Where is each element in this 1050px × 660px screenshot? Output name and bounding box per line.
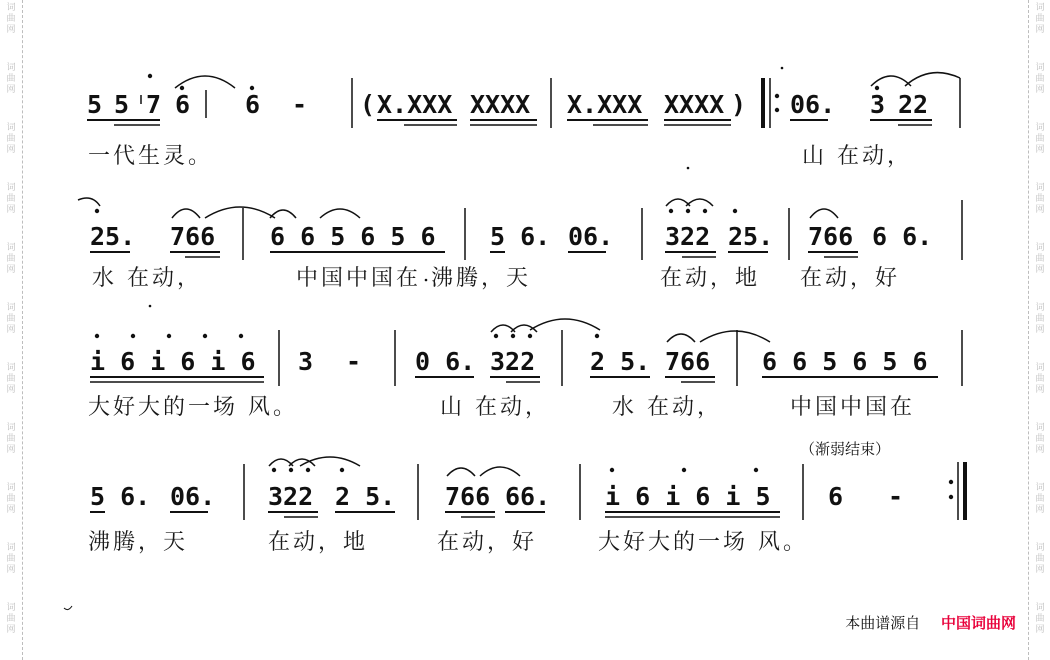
note: 766 [170, 222, 216, 251]
note: 06. [790, 90, 836, 119]
lyric-text: 中国中国在 [790, 395, 916, 420]
note: 6 6 5 6 5 6 [762, 347, 928, 376]
note: 322 [268, 482, 314, 511]
watermark-text: 词 曲 网 [6, 243, 16, 275]
lyric-text: 大好大的一场 风。 [88, 395, 298, 420]
note: 6 [245, 90, 261, 119]
note: - [346, 347, 362, 376]
watermark-text: 词 曲 网 [6, 183, 16, 215]
watermark-text: 词 曲 网 [6, 123, 16, 155]
note: 66. [505, 482, 551, 511]
note: 2 5. [590, 347, 651, 376]
source-label: 本曲谱源自 [845, 614, 921, 632]
watermark-text: 词 曲 网 [6, 423, 16, 455]
note: 06. [568, 222, 614, 251]
lyric-text: 在动，地 [268, 530, 369, 555]
note: 322 [490, 347, 536, 376]
watermark-text: 词 曲 网 [1035, 63, 1045, 95]
dynamics-annotation: （渐弱结束） [800, 440, 891, 458]
watermark-text: 词 曲 网 [6, 483, 16, 515]
note: 6 [175, 90, 191, 119]
lyric-text: 中国中国在 沸腾，天 [296, 266, 531, 291]
watermark-text: 词 曲 网 [1035, 123, 1045, 155]
watermark-text: 词 曲 网 [1035, 603, 1045, 635]
lyric-text: 在动，地 [660, 266, 761, 291]
note: 5 [87, 90, 103, 119]
note: 322 [665, 222, 711, 251]
note: 25. [728, 222, 774, 251]
note: 5 6. [90, 482, 151, 511]
watermark-text: 词 曲 网 [1035, 3, 1045, 35]
lyric-text: 在动，好 [437, 530, 538, 555]
score-line-3 [90, 319, 962, 386]
note: - [888, 482, 904, 511]
lyric-text: 山 在动， [440, 395, 550, 420]
note: i 6 i 6 i 5 [605, 482, 771, 511]
note: 6 6. [872, 222, 933, 251]
lyric-text: 山 在动， [802, 144, 912, 169]
lyric-text: 水 在动， [92, 266, 202, 291]
note: 3 [870, 90, 886, 119]
note: i 6 i 6 i 6 [90, 347, 256, 376]
note: 22 [898, 90, 929, 119]
note: X.XXX [377, 90, 453, 119]
lyric-text: 沸腾，天 [88, 530, 189, 555]
lyric-text: 在动，好 [800, 266, 901, 291]
watermark-text: 词 曲 网 [1035, 243, 1045, 275]
footer-credit [845, 612, 1016, 633]
lyric-text: 大好大的一场 风。 [598, 530, 808, 555]
note: 25. [90, 222, 136, 251]
lyric-text: 水 在动， [612, 395, 722, 420]
watermark-text: 词 曲 网 [6, 603, 16, 635]
note: 766 [808, 222, 854, 251]
note: 766 [665, 347, 711, 376]
watermark-text: 词 曲 网 [1035, 183, 1045, 215]
note: 06. [170, 482, 216, 511]
lyric-text: 一代生灵。 [88, 144, 214, 169]
watermark-text: 词 曲 网 [6, 3, 16, 35]
note: 6 6 5 6 5 6 [270, 222, 436, 251]
watermark-text: 词 曲 网 [6, 363, 16, 395]
note: 6 [828, 482, 844, 511]
note: 2 5. [335, 482, 396, 511]
watermark-text: 词 曲 网 [6, 303, 16, 335]
note: ( [360, 90, 376, 119]
note: 766 [445, 482, 491, 511]
note: X.XXX [567, 90, 643, 119]
watermark-text: 词 曲 网 [1035, 483, 1045, 515]
watermark-text: 词 曲 网 [6, 543, 16, 575]
note: 5 6. [490, 222, 551, 251]
watermark-text: 词 曲 网 [1035, 303, 1045, 335]
note: 0 6. [415, 347, 476, 376]
watermark-text: 词 曲 网 [1035, 363, 1045, 395]
note: 5 [114, 90, 130, 119]
watermark-text: 词 曲 网 [1035, 423, 1045, 455]
note: ) [731, 90, 747, 119]
note: - [292, 90, 308, 119]
note: XXXX [470, 90, 531, 119]
site-name-link[interactable]: 中国词曲网 [940, 614, 1016, 632]
note: XXXX [664, 90, 725, 119]
note: 7 [146, 90, 162, 119]
note: 3 [298, 347, 314, 376]
watermark-text: 词 曲 网 [1035, 543, 1045, 575]
watermark-text: 词 曲 网 [6, 63, 16, 95]
